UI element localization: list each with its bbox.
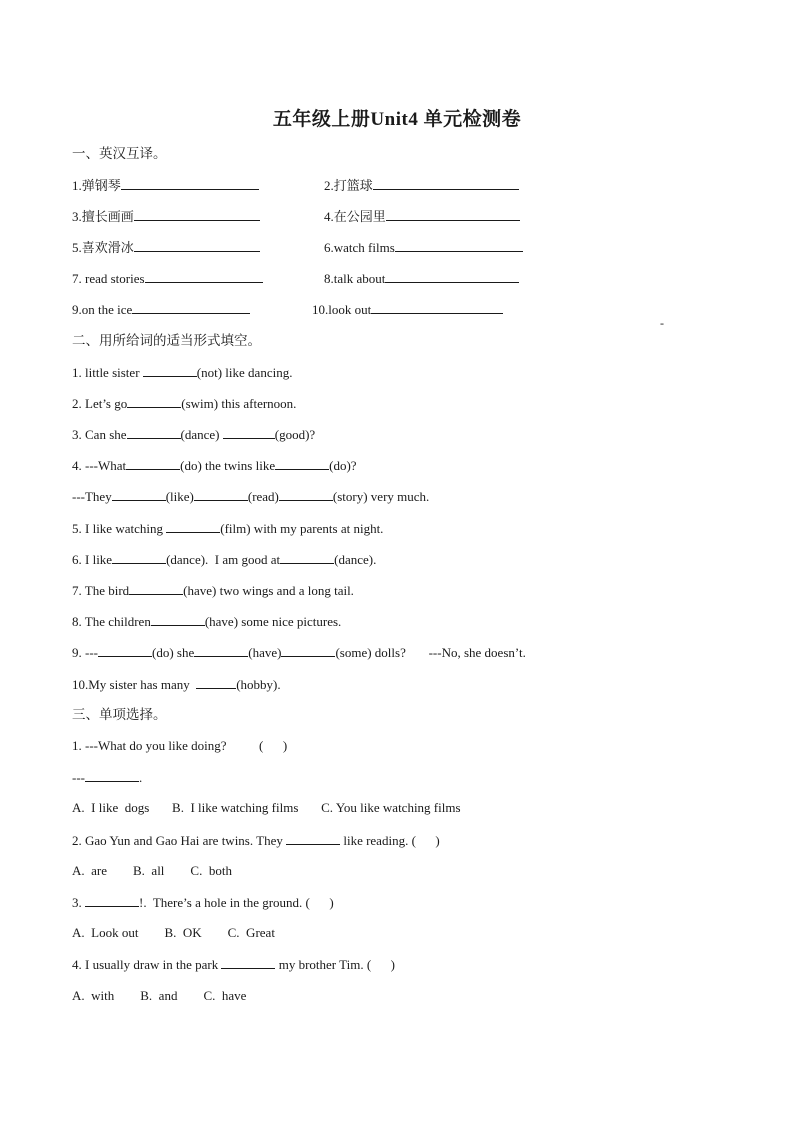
page-title: 五年级上册Unit4 单元检测卷: [272, 109, 522, 130]
choice-question-4: 4. I usually draw in the park my brother Tim. ( ): [72, 957, 396, 972]
choice-question-2: 2. Gao Yun and Gao Hai are twins. They like reading. ( ): [72, 833, 440, 848]
translate-item-3: 3.擅长画画: [72, 207, 260, 226]
translate-item-6: 6.watch films: [324, 238, 523, 257]
choice-question-1: 1. ---What do you like doing? ( ): [72, 738, 288, 753]
translate-item-1: 1.弹钢琴: [72, 176, 259, 195]
choice-question-3: 3. !. There’s a hole in the ground. ( ): [72, 895, 334, 910]
fill-item-7: 7. The bird (have) two wings and a long tail.: [72, 583, 354, 598]
fill-item-6: 6. I like (dance). I am good at (dance).: [72, 552, 377, 567]
translate-item-2: 2.打篮球: [324, 176, 519, 195]
choice-options-3: A. Look out B. OK C. Great: [72, 925, 275, 940]
fill-item-8: 8. The children (have) some nice pictures.: [72, 614, 342, 629]
choice-question-1-answer: --- .: [72, 770, 143, 785]
fill-item-4-reply: ---They (like) (read) (story) very much.: [72, 489, 430, 504]
fill-item-4: 4. ---What (do) the twins like (do)?: [72, 458, 357, 473]
fill-item-3: 3. Can she (dance) (good)?: [72, 427, 316, 442]
choice-options-4: A. with B. and C. have: [72, 988, 247, 1003]
stray-mark: -: [660, 316, 664, 330]
fill-item-5: 5. I like watching (film) with my parents at night.: [72, 521, 384, 536]
section-heading-2: 二、用所给词的适当形式填空。: [72, 333, 261, 348]
fill-item-10: 10.My sister has many (hobby).: [72, 677, 281, 692]
translate-item-7: 7. read stories: [72, 269, 263, 288]
translate-item-8: 8.talk about: [324, 269, 519, 288]
section-heading-3: 三、单项选择。: [72, 707, 167, 722]
section-heading-1: 一、英汉互译。: [72, 146, 167, 161]
fill-item-1: 1. little sister (not) like dancing.: [72, 365, 293, 380]
translate-item-10: 10.look out: [312, 300, 503, 319]
choice-options-2: A. are B. all C. both: [72, 863, 232, 878]
translate-item-4: 4.在公园里: [324, 207, 520, 226]
choice-options-1: A. I like dogs B. I like watching films C. You like watching films: [72, 800, 461, 815]
fill-item-2: 2. Let’s go (swim) this afternoon.: [72, 396, 297, 411]
fill-item-9: 9. --- (do) she (have) (some) dolls? ---No, she doesn’t.: [72, 645, 526, 660]
translate-item-5: 5.喜欢滑冰: [72, 238, 260, 257]
translate-item-9: 9.on the ice: [72, 300, 250, 319]
